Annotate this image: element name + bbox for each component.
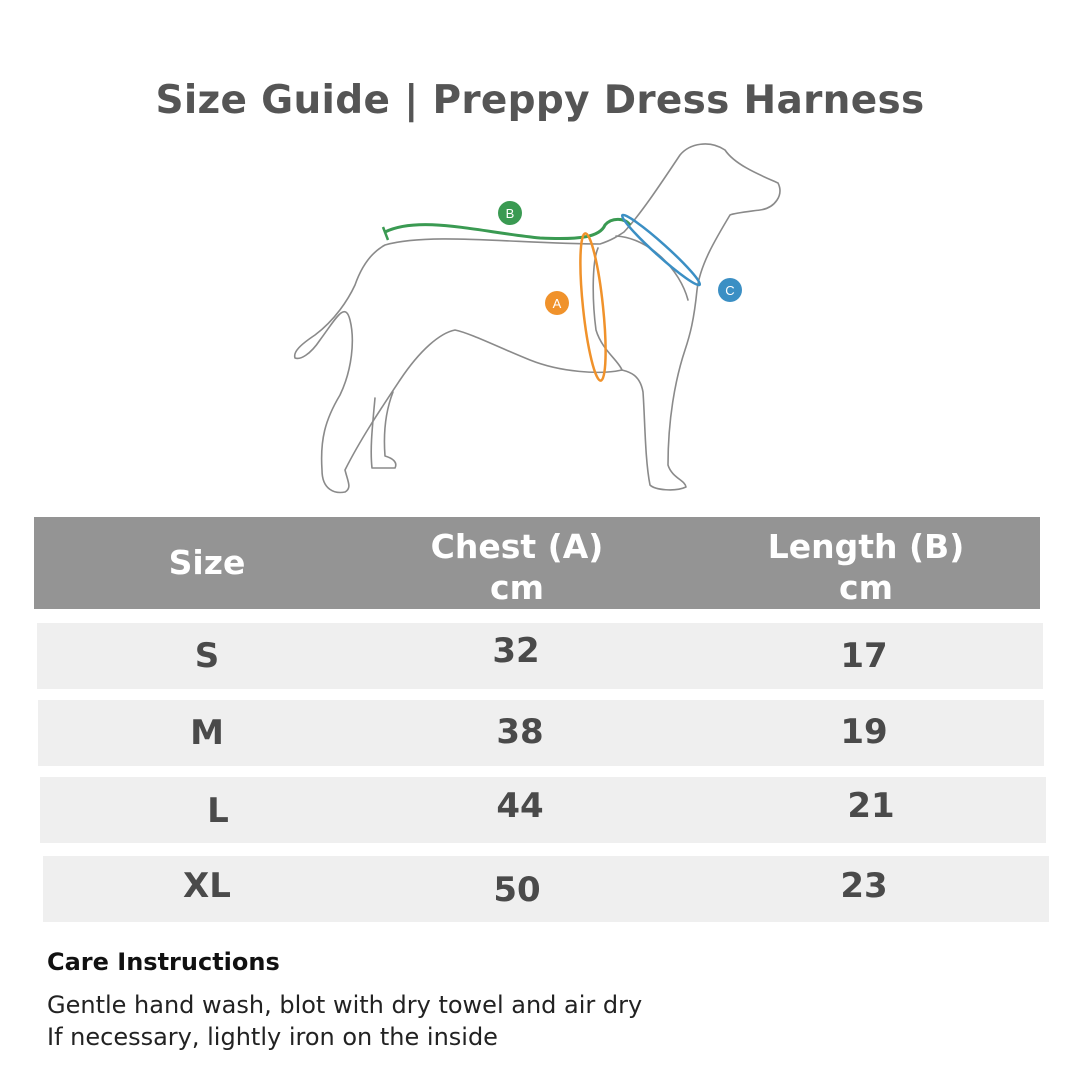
neck-loop-c	[618, 211, 703, 290]
table-row	[40, 777, 1046, 843]
care-heading: Care Instructions	[47, 948, 280, 976]
table-row	[43, 856, 1049, 922]
size-cell: S	[194, 636, 220, 676]
dog-far-hind-leg	[371, 392, 396, 468]
length-cell: 17	[840, 636, 888, 676]
dog-outline	[295, 144, 780, 492]
label-b: B	[505, 206, 515, 221]
size-cell: XL	[183, 866, 231, 906]
size-cell: L	[207, 791, 229, 831]
dog-chest-curve	[616, 236, 688, 300]
size-cell: M	[190, 713, 224, 753]
length-cell: 21	[847, 786, 895, 826]
chest-cell: 44	[496, 786, 544, 826]
chest-cell: 38	[496, 712, 544, 752]
header-chest-unit: cm	[490, 568, 544, 607]
care-line: Gentle hand wash, blot with dry towel and air dry	[47, 991, 643, 1019]
header-chest: Chest (A)	[430, 527, 604, 566]
table-row	[38, 700, 1044, 766]
table-row	[37, 623, 1043, 689]
label-c: C	[725, 283, 735, 298]
page-title: Size Guide | Preppy Dress Harness	[155, 78, 925, 123]
length-cell: 23	[840, 866, 888, 906]
care-line: If necessary, lightly iron on the inside	[47, 1023, 498, 1051]
label-a: A	[552, 296, 562, 311]
chest-cell: 50	[493, 870, 541, 910]
size-table-header	[34, 517, 1040, 609]
header-size: Size	[168, 543, 246, 582]
length-cell: 19	[840, 712, 888, 752]
dog-measurement-diagram	[0, 0, 1080, 520]
chest-cell: 32	[492, 631, 540, 671]
header-length-unit: cm	[839, 568, 893, 607]
header-length: Length (B)	[767, 527, 965, 566]
